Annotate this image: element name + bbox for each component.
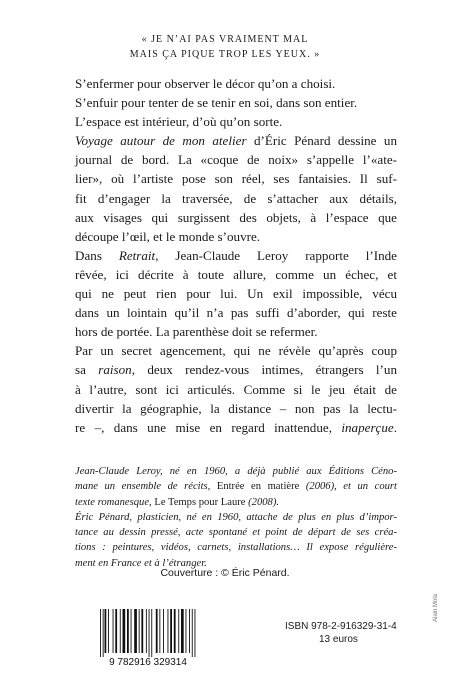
book-title: Voyage autour de mon atelier (75, 133, 247, 149)
bio-line: mane un ensemble de récits, Entrée en matière (2006), et un court (75, 481, 397, 493)
barcode-graphic (92, 607, 204, 667)
barcode-digits: 9 782916 329314 (109, 657, 187, 667)
main-text (75, 74, 397, 437)
epigraph (0, 32, 450, 62)
bio-line: texte romanesque, Le Temps pour Laure (2008). (75, 496, 280, 508)
text-line: S’enfermer pour observer le décor qu’on a choisi. (75, 76, 336, 91)
book-title: Retrait (118, 247, 156, 263)
text-line: rêvée, ici décrite à toute allure, comme un échec, et (75, 266, 397, 282)
barcode-bar (151, 609, 152, 657)
cover-credit: Couverture : © Éric Pénard. (160, 567, 290, 579)
barcode-bar (181, 609, 184, 653)
bio-line: ment en France et à l’étranger. (75, 557, 207, 569)
barcode-bar (131, 609, 132, 653)
barcode-bar (170, 609, 172, 653)
text-line: lier», où l’artiste pose son réel, ses fantaisies. Il suf- (75, 171, 397, 187)
barcode-bar (127, 609, 129, 653)
epigraph-line-1: « JE N’AI PAS VRAIMENT MAL (141, 34, 309, 45)
barcode-bar (168, 609, 169, 653)
text-line: hors de portée. La parenthèse doit se refermer. (75, 324, 318, 340)
text-line: re –, dans une mise en regard inattendue, inaperçue. (75, 419, 397, 435)
barcode-bar (146, 609, 147, 653)
barcode-bar (108, 609, 109, 653)
barcode-bar (113, 609, 114, 653)
barcode-bar (103, 609, 104, 657)
barcode-bar (189, 609, 190, 653)
barcode (92, 607, 204, 667)
text-line: fit d’engager la traversée, de s’attacher aux détails, (75, 190, 397, 206)
price: 13 euros (319, 634, 358, 645)
barcode-bar (192, 609, 193, 657)
bio-line: tance au dessin pressé, acte spontané et point de départ de ses créa- (75, 527, 397, 539)
bio-line: Jean-Claude Leroy, né en 1960, a déjà publié aux Éditions Céno- (75, 466, 397, 477)
text-line: Dans Retrait, Jean-Claude Leroy rapporte l’Inde (75, 247, 397, 263)
barcode-bar (139, 609, 140, 653)
barcode-bar (105, 609, 107, 653)
barcode-bar (123, 609, 126, 653)
text-line: Par un secret agencement, qui ne révèle qu’après coup (75, 343, 397, 359)
barcode-bar (186, 609, 187, 653)
text-line: S’enfuir pour tenter de se tenir en soi, dans son entier. (75, 95, 358, 111)
text-line: découpe l’œil, et le monde s’ouvre. (75, 228, 261, 244)
barcode-bar (100, 609, 101, 657)
barcode-bar (141, 609, 143, 653)
barcode-bar (156, 609, 158, 653)
barcode-bar (120, 609, 121, 653)
isbn-number: ISBN 978-2-916329-31-4 (285, 621, 397, 632)
text-line: qui ne peut rien pour lui. Un exil impossible, vécu (75, 286, 397, 302)
bio-line: tions : peintures, vidéos, carnets, installations… Il expose régulière- (75, 542, 397, 554)
text-line: journal de bord. La «coque de noix» s’appelle l’«ate- (75, 152, 397, 168)
barcode-bar (134, 609, 137, 653)
text-line: sa raison, deux rendez-vous intimes, étrangers l’un (75, 362, 397, 378)
barcode-bar (174, 609, 176, 653)
author-bios (75, 464, 397, 571)
text-line: divertir la géographie, la distance – non pas la lectu- (75, 400, 397, 416)
bio-line: Éric Pénard, plasticien, né en 1960, attache de plus en plus d’impor- (75, 511, 397, 523)
barcode-bar (115, 609, 117, 653)
barcode-bar (163, 609, 164, 653)
barcode-bar (149, 609, 150, 657)
text-line: dans un lointain qu’il n’a pas suffi d’aborder, qui reste (75, 305, 397, 321)
isbn-block (285, 620, 397, 646)
text-line: aux visages qui surgissent des objets, à l’espace que (75, 209, 397, 225)
barcode-bar (178, 609, 179, 653)
text-line: à l’autre, sont ici articulés. Comme si le jeu était de (75, 381, 397, 397)
text-line: Voyage autour de mon atelier d’Éric Pénard dessine un (75, 133, 397, 149)
barcode-bar (195, 609, 196, 657)
epigraph-line-2: MAIS ÇA PIQUE TROP LES YEUX. » (129, 49, 321, 60)
side-credit: Alain Mola (433, 593, 439, 622)
text-line: L’espace est intérieur, d’où qu’on sorte. (75, 114, 283, 130)
barcode-bar (159, 609, 160, 653)
